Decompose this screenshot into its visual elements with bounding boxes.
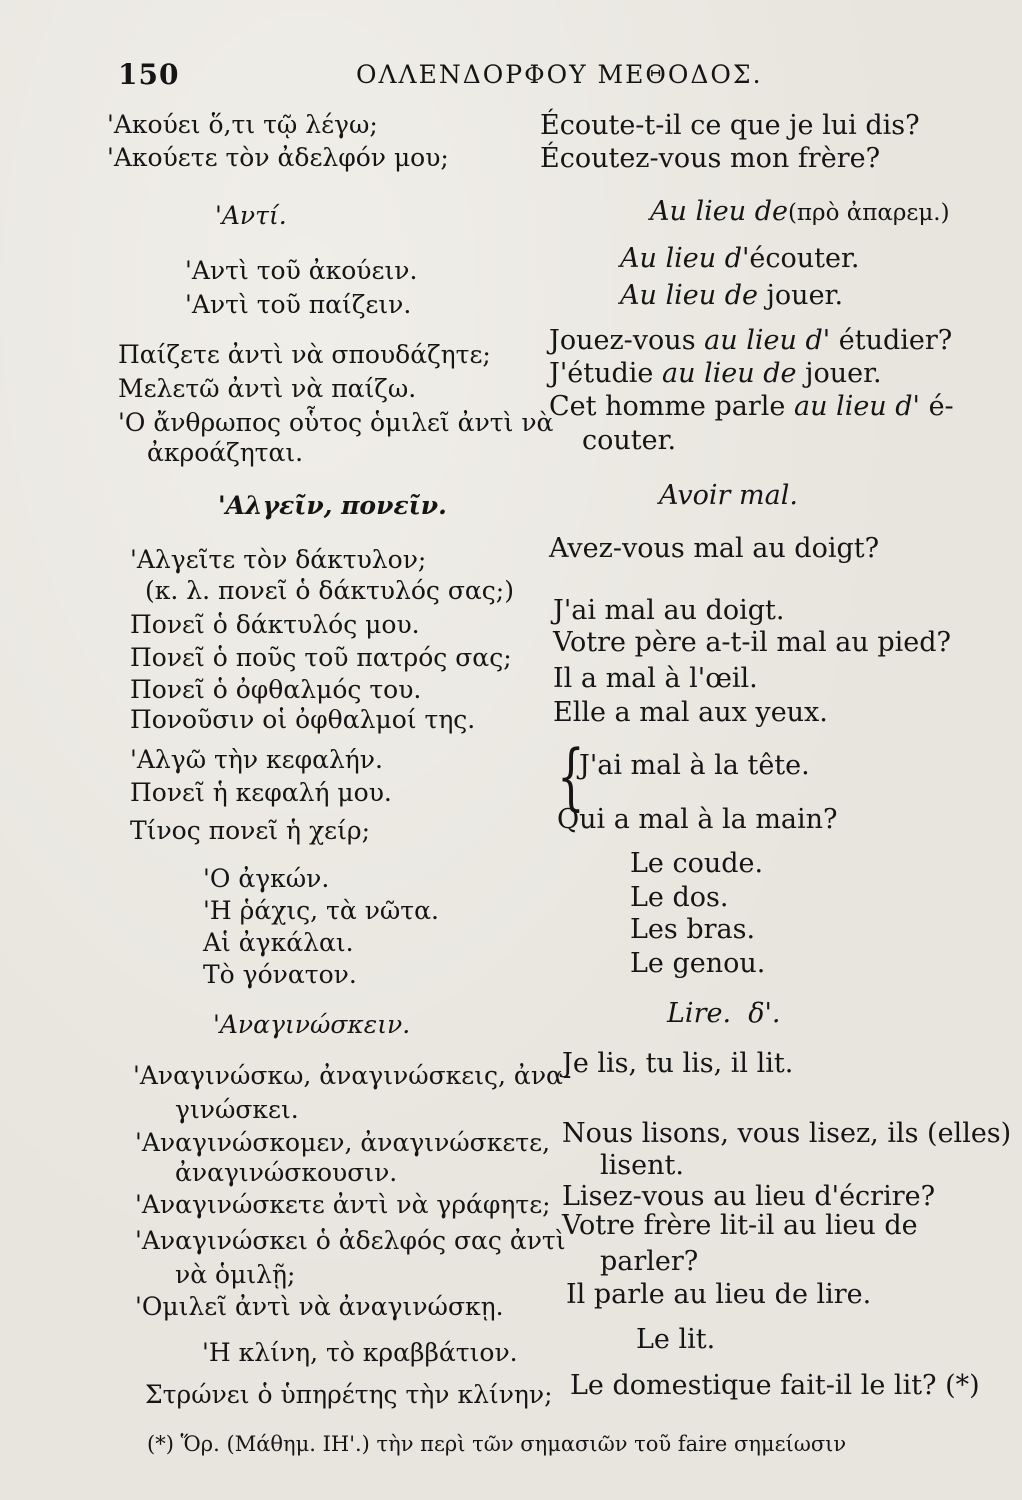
french-line: Le dos.: [630, 882, 729, 913]
french-text: é-: [928, 391, 954, 422]
page-number: 150: [118, 58, 180, 91]
french-line: [549, 327, 952, 354]
french-text: Jouez-vous: [549, 325, 696, 356]
french-line: couter.: [582, 425, 677, 456]
section-heading: 'Αντί.: [215, 201, 287, 230]
french-italic: d': [724, 243, 750, 274]
french-line: parler?: [600, 1246, 699, 1277]
french-italic: Au lieu: [620, 243, 717, 274]
french-heading-line: [650, 198, 950, 225]
french-line: Il parle au lieu de lire.: [566, 1279, 872, 1310]
footnote: (*) Ὅρ. (Μάθημ. ΙΗ'.) τὴν περὶ τῶν σημασιῶν τοῦ faire σημείωσιν: [147, 1432, 847, 1456]
greek-line: Μελετῶ ἀντὶ νὰ παίζω.: [118, 374, 417, 403]
lesson-number: δ'.: [748, 998, 781, 1029]
french-line: Le genou.: [630, 948, 766, 979]
greek-line: ἀναγινώσκουσιν.: [175, 1158, 398, 1187]
greek-line: Στρώνει ὁ ὑπηρέτης τὴν κλίνην;: [145, 1380, 553, 1409]
section-heading: 'Αλγεῖν, πονεῖν.: [218, 491, 447, 520]
greek-line: 'Η κλίνη, τὸ κραββάτιον.: [202, 1338, 518, 1367]
greek-line: 'Αντὶ τοῦ ἀκούειν.: [185, 256, 418, 285]
french-line: Les bras.: [630, 914, 756, 945]
greek-line: 'Αναγινώσκει ὁ ἀδελφός σας ἀντὶ: [135, 1226, 566, 1255]
greek-line: Τὸ γόνατον.: [203, 960, 357, 989]
french-line: Nous lisons, vous lisez, ils (elles): [562, 1118, 1012, 1149]
greek-line: Πονεῖ ὁ ποῦς τοῦ πατρός σας;: [130, 643, 512, 672]
french-line: J'ai mal au doigt.: [553, 595, 785, 626]
french-heading-line: [667, 1000, 780, 1027]
french-line: Je lis, tu lis, il lit.: [562, 1048, 794, 1079]
french-text: jouer.: [766, 280, 844, 311]
french-line: [620, 245, 860, 272]
french-line: Le lit.: [636, 1324, 716, 1355]
greek-line: 'Αναγινώσκω, ἀναγινώσκεις, ἀνα-: [133, 1061, 572, 1090]
french-line: Le coude.: [630, 848, 764, 879]
french-italic: au lieu d': [793, 391, 920, 422]
french-line: Le domestique fait-il le lit? (*): [570, 1370, 980, 1401]
greek-line: 'Ο ἄνθρωπος οὗτος ὁμιλεῖ ἀντὶ νὰ: [118, 408, 554, 437]
greek-line: Αἱ ἀγκάλαι.: [203, 928, 354, 957]
french-line: Écoute-t-il ce que je lui dis?: [540, 110, 920, 141]
section-heading: 'Αναγινώσκειν.: [213, 1010, 411, 1039]
greek-line: 'Ο ἀγκών.: [203, 864, 330, 893]
french-line: Votre père a-t-il mal au pied?: [553, 627, 952, 658]
french-line: Avez-vous mal au doigt?: [549, 533, 880, 564]
page-header: [118, 58, 962, 98]
greek-line: Πονοῦσιν οἱ ὀφθαλμοί της.: [130, 705, 476, 734]
greek-line: 'Ομιλεῖ ἀντὶ νὰ ἀναγινώσκῃ.: [135, 1292, 504, 1321]
greek-line: 'Αντὶ τοῦ παίζειν.: [185, 290, 412, 319]
greek-line: 'Αλγεῖτε τὸν δάκτυλον;: [130, 545, 427, 574]
greek-line: Τίνος πονεῖ ἡ χείρ;: [130, 816, 371, 845]
french-italic: Lire.: [667, 998, 732, 1029]
french-heading: Avoir mal.: [659, 480, 798, 511]
greek-line: Παίζετε ἀντὶ νὰ σπουδάζητε;: [118, 340, 491, 369]
greek-line: 'Αλγῶ τὴν κεφαλήν.: [130, 745, 383, 774]
french-line: [549, 393, 954, 420]
greek-line: Πονεῖ ὁ ὀφθαλμός του.: [130, 675, 422, 704]
french-text: étudier?: [838, 325, 953, 356]
french-italic: au lieu d': [704, 325, 831, 356]
french-line: Écoutez-vous mon frère?: [540, 143, 881, 174]
french-text: écouter.: [749, 243, 860, 274]
greek-line: γινώσκει.: [175, 1095, 299, 1124]
french-italic: au lieu de: [661, 358, 797, 389]
french-line: Il a mal à l'œil.: [553, 663, 758, 694]
running-title: ΟΛΛΕΝΔΟΡΦΟΥ ΜΕΘΟΔΟΣ.: [356, 60, 763, 89]
french-text: jouer.: [805, 358, 882, 389]
brace-mark: {: [557, 734, 585, 818]
greek-line: νὰ ὁμιλῇ;: [175, 1260, 296, 1289]
greek-line: 'Ακούετε τὸν ἀδελφόν μου;: [107, 143, 449, 172]
greek-line: 'Η ῥάχις, τὰ νῶτα.: [203, 896, 439, 925]
french-line: Votre frère lit-il au lieu de: [562, 1210, 918, 1241]
greek-line: ἀκροάζηται.: [147, 438, 304, 467]
french-line: Elle a mal aux yeux.: [553, 697, 828, 728]
greek-line: Πονεῖ ὁ δάκτυλός μου.: [130, 610, 420, 639]
french-line: lisent.: [600, 1150, 684, 1181]
french-line: J'ai mal à la tête.: [579, 750, 810, 781]
french-italic: Au lieu de: [620, 280, 758, 311]
greek-line: 'Αναγινώσκετε ἀντὶ νὰ γράφητε;: [135, 1190, 551, 1219]
french-line: [620, 282, 843, 309]
french-text: J'étudie: [549, 358, 654, 389]
french-line: [549, 360, 882, 387]
greek-line: 'Αναγινώσκομεν, ἀναγινώσκετε,: [135, 1128, 551, 1157]
french-text: Cet homme parle: [549, 391, 786, 422]
french-line: Lisez-vous au lieu d'écrire?: [562, 1181, 936, 1212]
french-line: Qui a mal à la main?: [557, 804, 838, 835]
greek-line: 'Ακούει ὅ,τι τῷ λέγω;: [107, 110, 378, 139]
french-italic: Au lieu de: [650, 196, 788, 227]
greek-gloss: (πρὸ ἀπαρεμ.): [787, 200, 950, 226]
greek-line: Πονεῖ ἡ κεφαλή μου.: [130, 778, 392, 807]
greek-line: (κ. λ. πονεῖ ὁ δάκτυλός σας;): [145, 576, 514, 605]
